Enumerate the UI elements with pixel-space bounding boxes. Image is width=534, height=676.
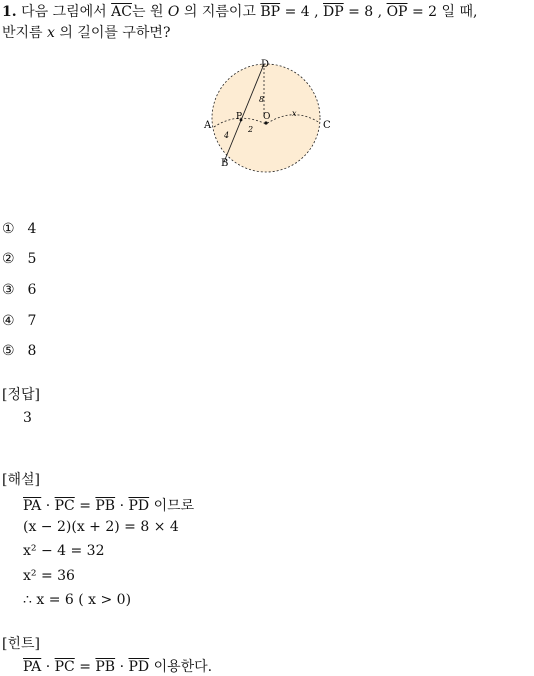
question-text-5: = 8 ,: [348, 4, 383, 20]
hint-heading: [힌트]: [2, 636, 40, 652]
equals-sign: =: [79, 659, 91, 675]
segment-pc: $\overline{PC}$: [54, 498, 75, 514]
segment-ac: $\overline{AC}$: [111, 4, 132, 20]
question-text-7: 반지름: [2, 25, 43, 41]
choice-mark: ④: [2, 313, 15, 329]
choice-value: 6: [27, 282, 37, 298]
question-text-1: 다음 그림에서: [21, 4, 107, 20]
segment-pa: $\overline{PA}$: [23, 498, 42, 514]
solution-line-3: x² − 4 = 32: [23, 543, 105, 559]
solution-line-4: x² = 36: [23, 568, 75, 584]
segment-dp: $\overline{DP}$: [323, 4, 344, 20]
answer-heading: [정답]: [2, 387, 40, 403]
question-text-3: 의 지름이고: [183, 4, 256, 20]
choice-value: 4: [27, 221, 37, 237]
segment-pb: $\overline{PB}$: [95, 498, 116, 514]
equals-sign: =: [79, 498, 91, 514]
label-d: D: [261, 59, 270, 70]
segment-pa: $\overline{PA}$: [23, 659, 42, 675]
label-2: 2: [248, 125, 254, 134]
solution-line-1: [23, 495, 194, 515]
segment-op: $\overline{OP}$: [386, 4, 408, 20]
choice-5[interactable]: [2, 343, 36, 359]
label-c: C: [323, 120, 331, 131]
question-number: 1.: [2, 4, 17, 20]
choice-mark: ①: [2, 221, 15, 237]
segment-pd: $\overline{PD}$: [128, 498, 150, 514]
hint-text: 이용한다.: [153, 659, 213, 675]
label-b: B: [221, 158, 229, 169]
solution-text: 이므로: [153, 498, 195, 514]
choice-2[interactable]: [2, 251, 36, 267]
dot-operator: ·: [45, 498, 51, 514]
label-a: A: [204, 120, 212, 131]
choice-3[interactable]: [2, 282, 36, 298]
answer-value: 3: [23, 410, 32, 426]
segment-bp: $\overline{BP}$: [260, 4, 281, 20]
label-o: O: [263, 112, 271, 122]
segment-pb: $\overline{PB}$: [95, 659, 116, 675]
question-text-2: 는 원: [131, 4, 164, 20]
choice-4[interactable]: [2, 313, 36, 329]
question-text-6: = 2 일 때,: [411, 4, 478, 20]
label-p: P: [236, 112, 243, 122]
question-text-8: 의 길이를 구하면?: [59, 25, 171, 41]
choice-mark: ⑤: [2, 343, 15, 359]
label-8: 8: [259, 95, 265, 104]
question-text-4: = 4 ,: [284, 4, 319, 20]
variable-x: x: [47, 25, 55, 41]
choice-value: 7: [27, 313, 37, 329]
label-4: 4: [224, 131, 230, 140]
solution-line-5: ∴ x = 6 ( x > 0): [23, 592, 132, 608]
question-line-2: [2, 24, 170, 43]
solution-heading: [해설]: [2, 472, 40, 488]
label-x: x: [292, 109, 297, 118]
dot-operator: ·: [119, 659, 125, 675]
dot-operator: ·: [119, 498, 125, 514]
choice-value: 5: [27, 251, 37, 267]
dot-operator: ·: [45, 659, 51, 675]
circle-o-label: O: [167, 4, 180, 20]
hint-line-1: [23, 656, 212, 676]
circle-figure: [198, 56, 338, 181]
choice-value: 8: [27, 343, 37, 359]
choice-1[interactable]: [2, 221, 36, 237]
choice-mark: ②: [2, 251, 15, 267]
question-line-1: [2, 3, 477, 22]
solution-line-2: (x − 2)(x + 2) = 8 × 4: [23, 519, 179, 535]
segment-pc: $\overline{PC}$: [54, 659, 75, 675]
segment-pd: $\overline{PD}$: [128, 659, 150, 675]
choice-mark: ③: [2, 282, 15, 298]
